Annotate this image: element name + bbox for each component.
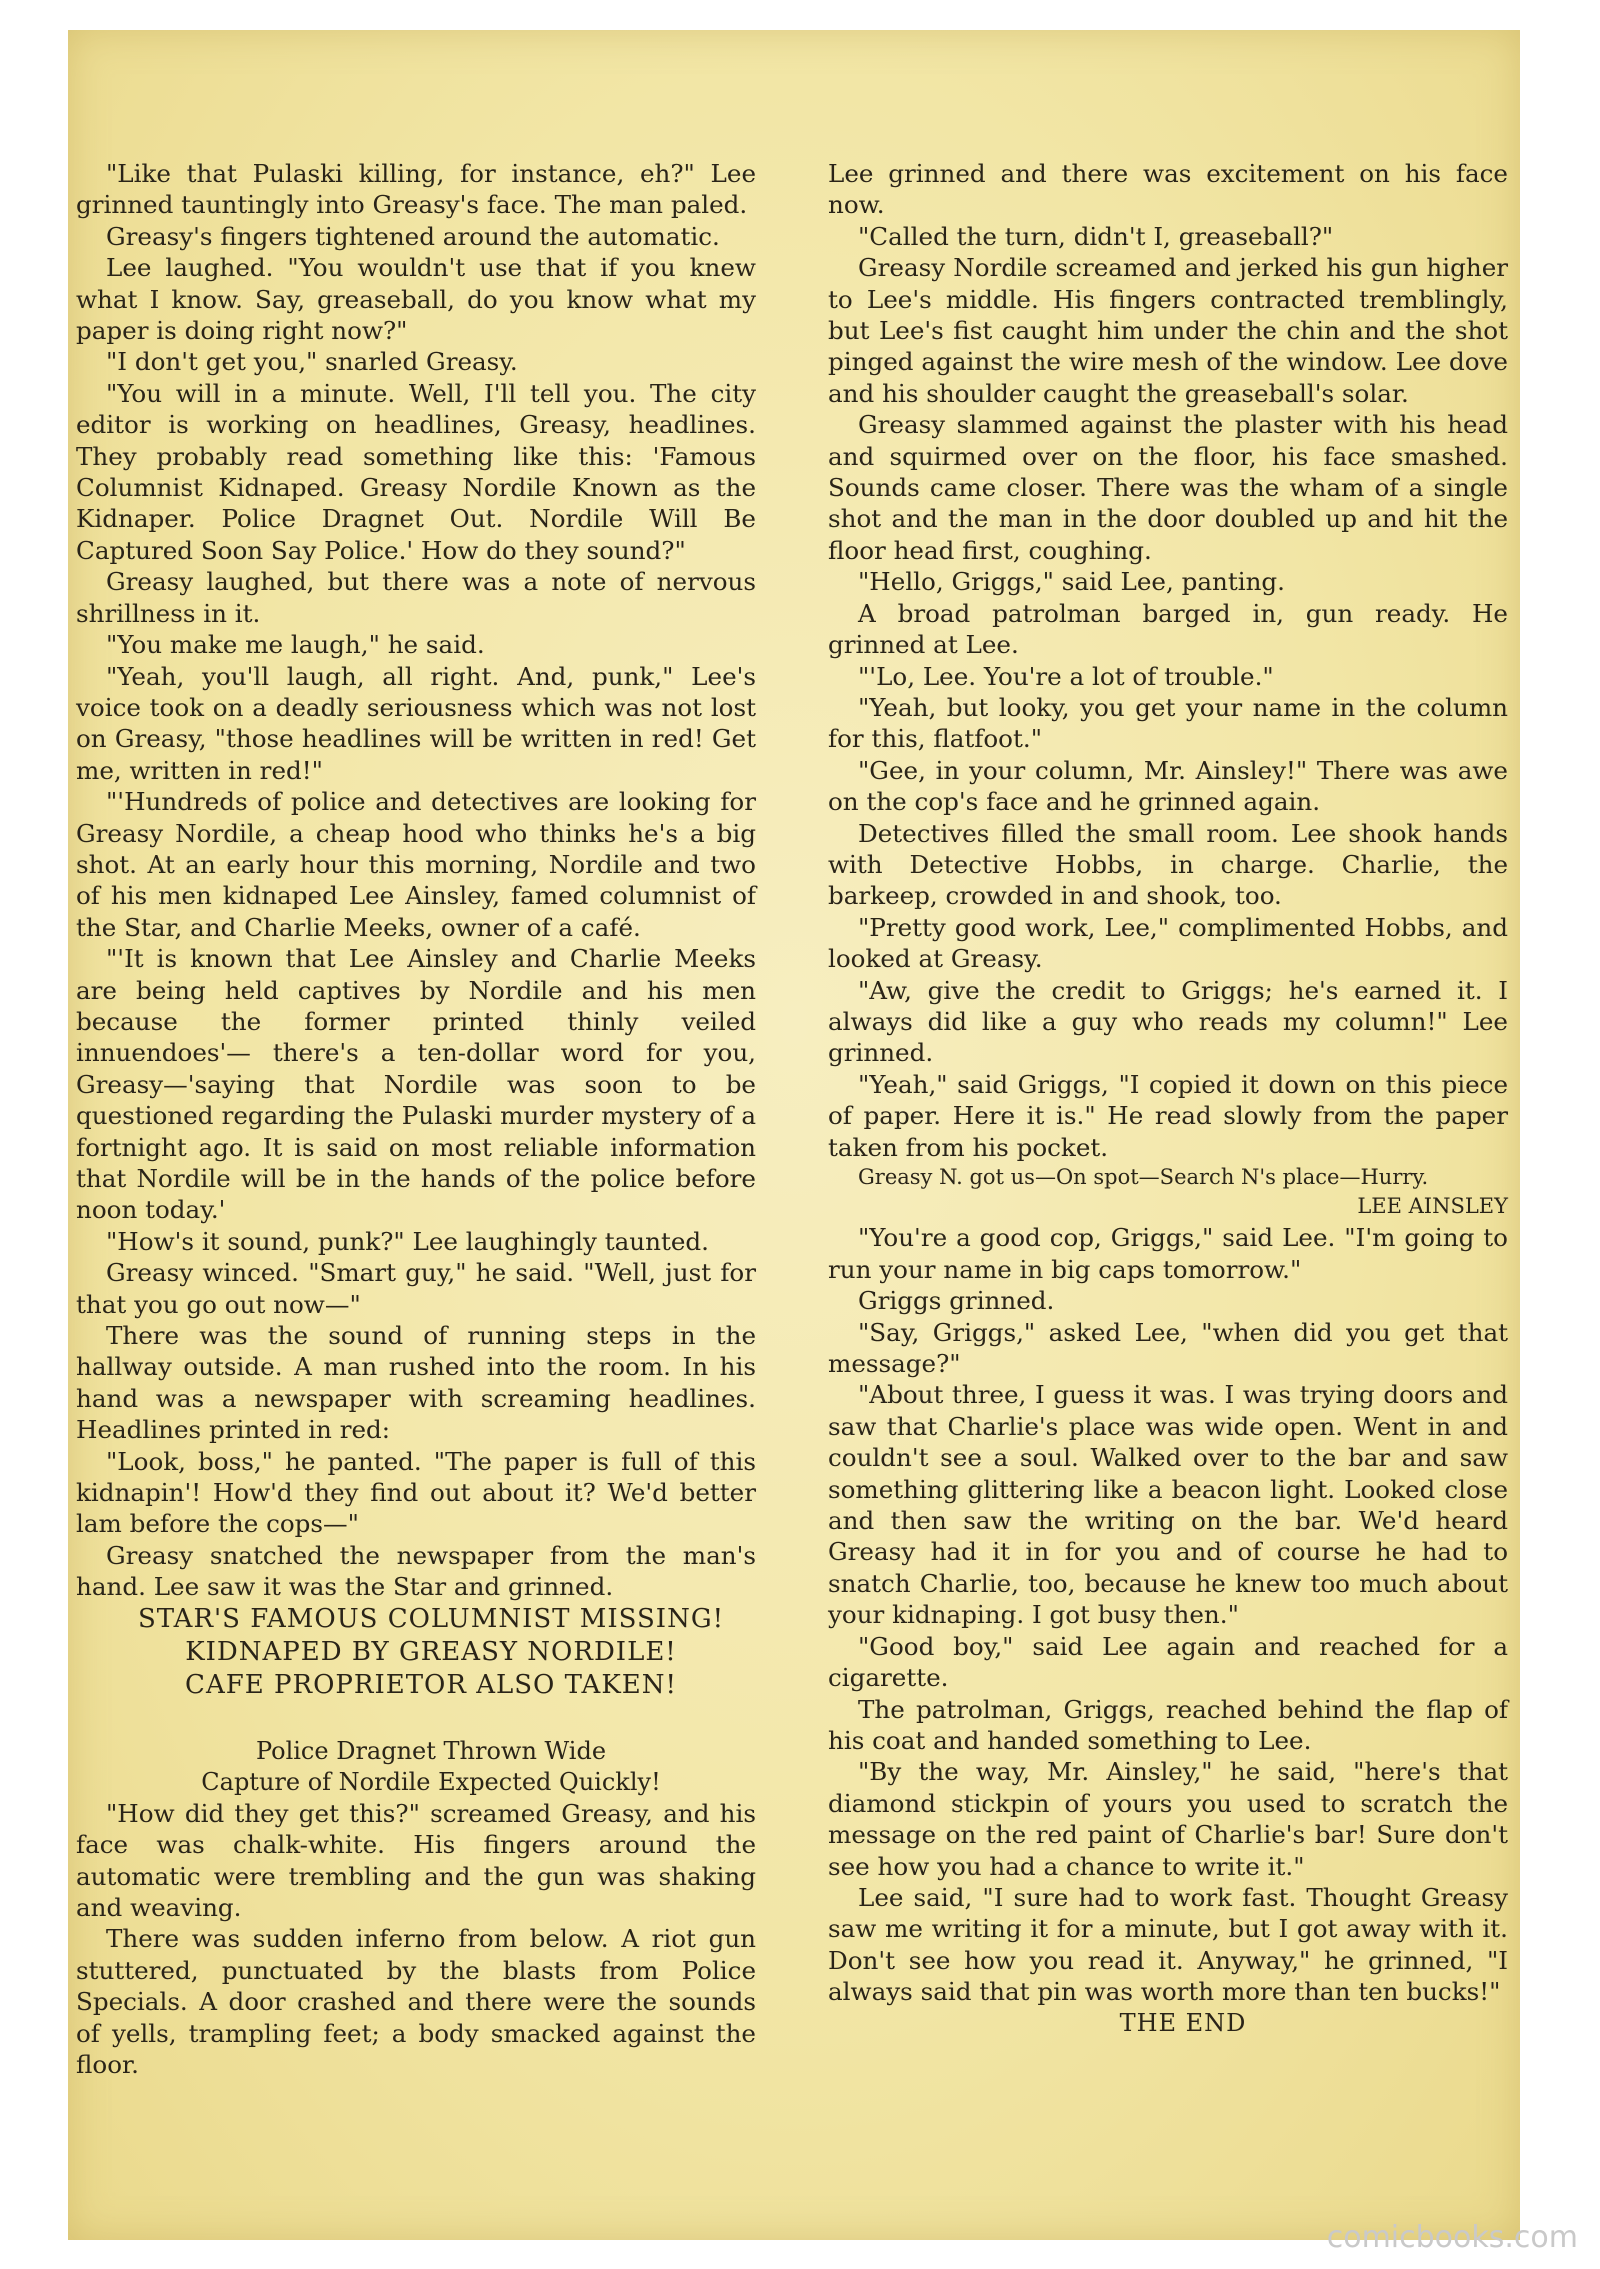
newspaper-headline: STAR'S FAMOUS COLUMNIST MISSING! [137, 1603, 725, 1634]
paragraph: "How's it sound, punk?" Lee laughingly taunted. [106, 1226, 709, 1256]
right-column [828, 158, 1508, 2039]
paragraph: Greasy Nordile screamed and jerked his gun higher to Lee's middle. His fingers contracted tremblingly, but Lee's fist caught him under the chin and the shot pinged against the wire mesh of the window. Lee dove and his shoulder caught the greaseball's solar. [828, 253, 1508, 408]
paragraph: "Aw, give the credit to Griggs; he's earned it. I always did like a guy who reads my column!" Lee grinned. [828, 975, 1508, 1068]
paragraph: "You will in a minute. Well, I'll tell you. The city editor is working on headlines, Greasy, headlines. They probably read something like this: 'Famous Columnist Kidnaped. Greasy Nordile Known as the Kidnaper. Police Dragnet Out. Nordile Will Be Captured Soon Say Police.' How do they sound?" [76, 378, 756, 565]
scratched-message: Greasy N. got us—On spot—Search N's place—Hurry. [858, 1165, 1429, 1189]
paragraph: "Yeah," said Griggs, "I copied it down on this piece of paper. Here it is." He read slowly from the paper taken from his pocket. [828, 1069, 1508, 1162]
paragraph: Lee said, "I sure had to work fast. Thought Greasy saw me writing it for a minute, but I got away with it. Don't see how you read it. Anyway," he grinned, "I always said that pin was worth more than ten bucks!" [828, 1882, 1508, 2007]
message-signature: LEE AINSLEY [1357, 1194, 1508, 1218]
story-page [68, 30, 1520, 2240]
paragraph: A broad patrolman barged in, gun ready. He grinned at Lee. [828, 598, 1508, 660]
paragraph: "Yeah, you'll laugh, all right. And, punk," Lee's voice took on a deadly seriousness which was not lost on Greasy, "those headlines will be written in red! Get me, written in red!" [76, 661, 756, 785]
newspaper-headline: KIDNAPED BY GREASY NORDILE! [185, 1636, 677, 1667]
paragraph: Detectives filled the small room. Lee shook hands with Detective Hobbs, in charge. Charlie, the barkeep, crowded in and shook, too. [828, 818, 1508, 911]
paragraph: "You're a good cop, Griggs," said Lee. "I'm going to run your name in big caps tomorrow." [828, 1223, 1508, 1284]
site-watermark: comicbooks.com [1326, 2220, 1578, 2255]
paragraph: "Yeah, but looky, you get your name in the column for this, flatfoot." [828, 692, 1508, 754]
paragraph: "Good boy," said Lee again and reached for a cigarette. [828, 1631, 1508, 1693]
paragraph: Greasy winced. "Smart guy," he said. "Well, just for that you go out now—" [76, 1258, 756, 1319]
left-column [76, 158, 756, 2080]
paragraph: "'Lo, Lee. You're a lot of trouble." [858, 661, 1274, 691]
paragraph: "By the way, Mr. Ainsley," he said, "here's that diamond stickpin of yours you used to scratch the message on the red paint of Charlie's bar! Sure don't see how you had a chance to write it." [828, 1757, 1508, 1881]
paragraph: "Say, Griggs," asked Lee, "when did you get that message?" [828, 1317, 1508, 1379]
paragraph: "How did they get this?" screamed Greasy, and his face was chalk-white. His fingers around the automatic were trembling and the gun was shaking and weaving. [76, 1798, 756, 1922]
paragraph: Greasy laughed, but there was a note of nervous shrillness in it. [76, 567, 756, 628]
paragraph: "You make me laugh," he said. [106, 630, 485, 660]
paragraph: "'Hundreds of police and detectives are looking for Greasy Nordile, a cheap hood who thinks he's a big shot. At an early hour this morning, Nordile and two of his men kidnaped Lee Ainsley, famed columnist of the Star, and Charlie Meeks, owner of a café. [76, 787, 756, 942]
newspaper-headline: CAFE PROPRIETOR ALSO TAKEN! [185, 1669, 677, 1700]
paragraph: "I don't get you," snarled Greasy. [106, 347, 518, 377]
paragraph: "Like that Pulaski killing, for instance, eh?" Lee grinned tauntingly into Greasy's face. The man paled. [76, 159, 756, 220]
paragraph: Lee laughed. "You wouldn't use that if you knew what I know. Say, greaseball, do you know what my paper is doing right now?" [76, 253, 756, 346]
paragraph: "Hello, Griggs," said Lee, panting. [858, 567, 1285, 597]
paragraph: There was the sound of running steps in the hallway outside. A man rushed into the room. In his hand was a newspaper with screaming headlines. Headlines printed in red: [76, 1321, 756, 1445]
paragraph: There was sudden inferno from below. A riot gun stuttered, punctuated by the blasts from Police Specials. A door crashed and there were the sounds of yells, trampling feet; a body smacked against the floor. [76, 1924, 756, 2079]
newspaper-subhead: Police Dragnet Thrown Wide [255, 1736, 607, 1765]
newspaper-subhead: Capture of Nordile Expected Quickly! [201, 1767, 661, 1796]
the-end-label: THE END [1119, 2008, 1247, 2037]
paragraph: "Look, boss," he panted. "The paper is full of this kidnapin'! How'd they find out about it? We'd better lam before the cops—" [76, 1446, 756, 1539]
paragraph: Greasy's fingers tightened around the automatic. [106, 221, 720, 251]
paragraph: Lee grinned and there was excitement on his face now. [828, 159, 1508, 220]
paragraph: The patrolman, Griggs, reached behind the flap of his coat and handed something to Lee. [828, 1694, 1508, 1755]
paragraph: "'It is known that Lee Ainsley and Charlie Meeks are being held captives by Nordile and his men because the former printed thinly veiled innuendoes'— there's a ten-dollar word for you, Greasy—'saying that Nordile was soon to be questioned regarding the Pulaski murder mystery of a fortnight ago. It is said on most reliable information that Nordile will be in the hands of the police before noon today.' [76, 944, 756, 1225]
paragraph: Greasy snatched the newspaper from the man's hand. Lee saw it was the Star and grinned. [76, 1540, 756, 1602]
paragraph: "Gee, in your column, Mr. Ainsley!" There was awe on the cop's face and he grinned again. [828, 755, 1508, 817]
paragraph: Greasy slammed against the plaster with his head and squirmed over on the floor, his face smashed. Sounds came closer. There was the wham of a single shot and the man in the door doubled up and hit the floor head first, coughing. [828, 410, 1508, 565]
paragraph: "Pretty good work, Lee," complimented Hobbs, and looked at Greasy. [828, 912, 1508, 974]
paragraph: "Called the turn, didn't I, greaseball?" [858, 221, 1334, 251]
spacer [76, 1702, 756, 1736]
paragraph: Griggs grinned. [858, 1286, 1055, 1316]
paragraph: "About three, I guess it was. I was trying doors and saw that Charlie's place was wide open. Went in and couldn't see a soul. Walked over to the bar and saw something glittering like a beacon light. Looked close and then saw the writing on the bar. We'd heard Greasy had it in for you and of course he had to snatch Charlie, too, because he knew too much about your kidnaping. I got busy then." [828, 1380, 1508, 1630]
